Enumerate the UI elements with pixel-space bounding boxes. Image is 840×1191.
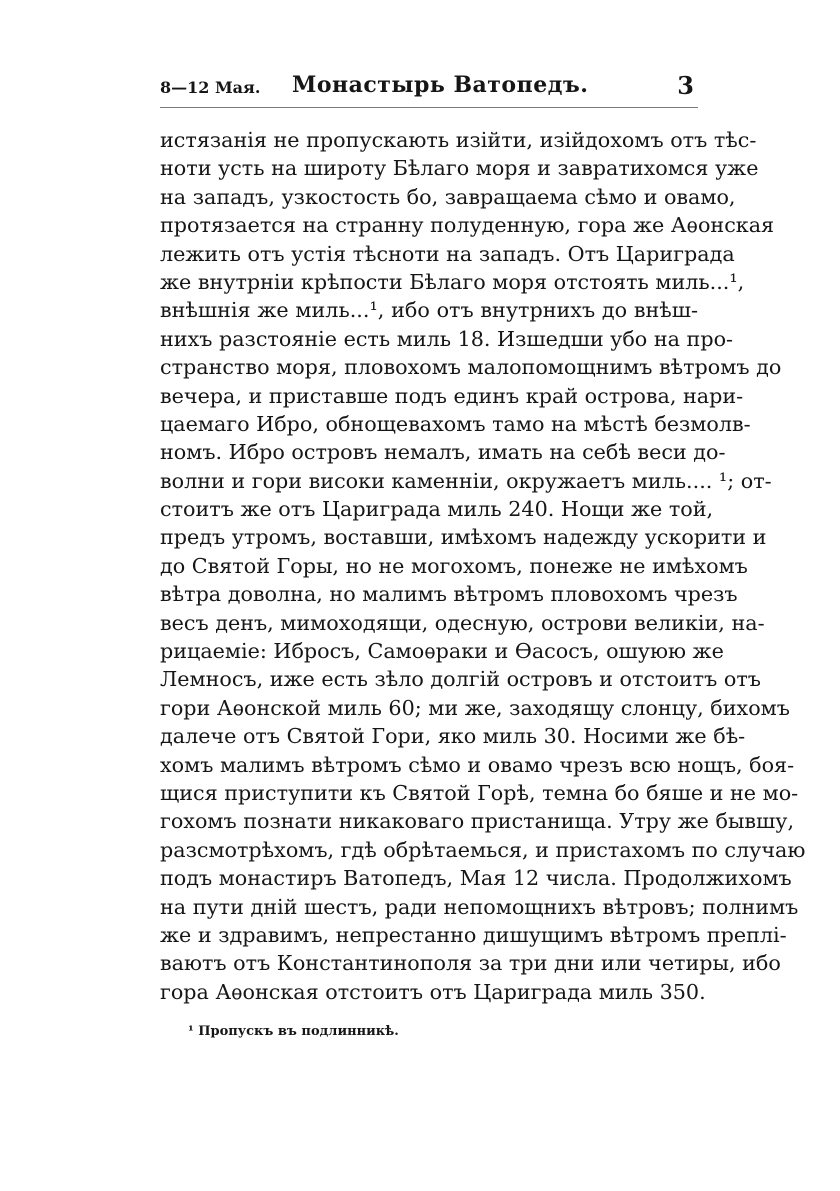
text-line: внѣшнія же миль...¹, ибо отъ внутрнихъ до внѣш- xyxy=(160,298,698,323)
text-line: вѣтра доволна, но малимъ вѣтромъ пловохомъ чрезъ xyxy=(160,582,738,607)
text-line: протязается на странну полуденную, гора же Аѳонская xyxy=(160,213,775,238)
text-line: рицаеміе: Ибросъ, Самоѳраки и Ѳасосъ, ошуюю же xyxy=(160,639,724,664)
text-line: на пути днiй шестъ, ради непомощнихъ вѣтровъ; полнимъ xyxy=(160,894,799,919)
text-line: гори Аѳонской миль 60; ми же, заходящу слонцу, бихомъ xyxy=(160,695,790,720)
text-line: щися приступити къ Святой Горѣ, темна бо бяше и не мо- xyxy=(160,780,799,805)
page-number: 3 xyxy=(677,71,694,100)
text-line: разсмотрѣхомъ, гдѣ обрѣтаемься, и пристахомъ по случаю xyxy=(160,837,806,862)
text-line: номъ. Ибро островъ немалъ, имать на себѣ веси до- xyxy=(160,440,726,465)
text-line: же внутрніи крѣпости Бѣлаго моря отстоять миль...¹, xyxy=(160,269,745,294)
running-title: Монастырь Ватопедъ. xyxy=(292,72,589,98)
text-line: вечера, и приставше подъ единъ край острова, нари- xyxy=(160,383,744,408)
page-header xyxy=(160,70,698,110)
text-line: волни и гори високи каменніи, окружаетъ миль.... ¹; от- xyxy=(160,468,772,493)
text-line: нихъ разстояніе есть миль 18. Изшедши убо на про- xyxy=(160,326,734,351)
text-line: гора Аѳонская отстоитъ отъ Цариграда миль 350. xyxy=(160,979,706,1004)
text-line: ноти усть на широту Бѣлаго моря и завратихомся уже xyxy=(160,156,759,181)
running-date: 8—12 Мая. xyxy=(160,78,261,97)
text-line: подъ монастиръ Ватопедъ, Мая 12 числа. Продолжихомъ xyxy=(160,866,792,891)
text-line: хомъ малимъ вѣтромъ сѣмо и овамо чрезъ всю нощъ, боя- xyxy=(160,752,795,777)
body-text xyxy=(160,126,806,1006)
text-line: Лемносъ, иже есть зѣло долгій островъ и отстоитъ отъ xyxy=(160,667,761,692)
text-line: лежить отъ устія тѣсноти на западъ. Отъ Цариграда xyxy=(160,241,735,266)
text-line: весъ денъ, мимоходящи, одесную, острови великіи, на- xyxy=(160,610,765,635)
text-line: же и здравимъ, непрестанно дишущимъ вѣтромъ преплі- xyxy=(160,922,787,947)
text-line: на западъ, узкостость бо, завращаема сѣмо и овамо, xyxy=(160,184,736,209)
text-line: гохомъ познати никаковаго пристанища. Утру же бывшу, xyxy=(160,809,795,834)
footnote: ¹ Пропускъ въ подлинникѣ. xyxy=(188,1024,399,1039)
text-line: истязанія не пропускають изійти, изійдохомъ отъ тѣс- xyxy=(160,128,757,152)
text-line: далече отъ Святой Гори, яко миль 30. Носими же бѣ- xyxy=(160,724,746,749)
text-line: странство моря, пловохомъ малопомощнимъ вѣтромъ до xyxy=(160,355,782,380)
text-line: ваютъ отъ Константинополя за три дни или четиры, ибо xyxy=(160,951,781,976)
text-line: предъ утромъ, воставши, имѣхомъ надежду ускорити и xyxy=(160,525,767,550)
text-line: стоитъ же отъ Цариграда миль 240. Нощи же той, xyxy=(160,497,714,522)
header-rule xyxy=(160,107,698,108)
text-line: до Святой Горы, но не могохомъ, понеже не имѣхомъ xyxy=(160,553,748,578)
text-line: цаемаго Ибро, обнощевахомъ тамо на мѣстѣ безмолв- xyxy=(160,411,751,436)
